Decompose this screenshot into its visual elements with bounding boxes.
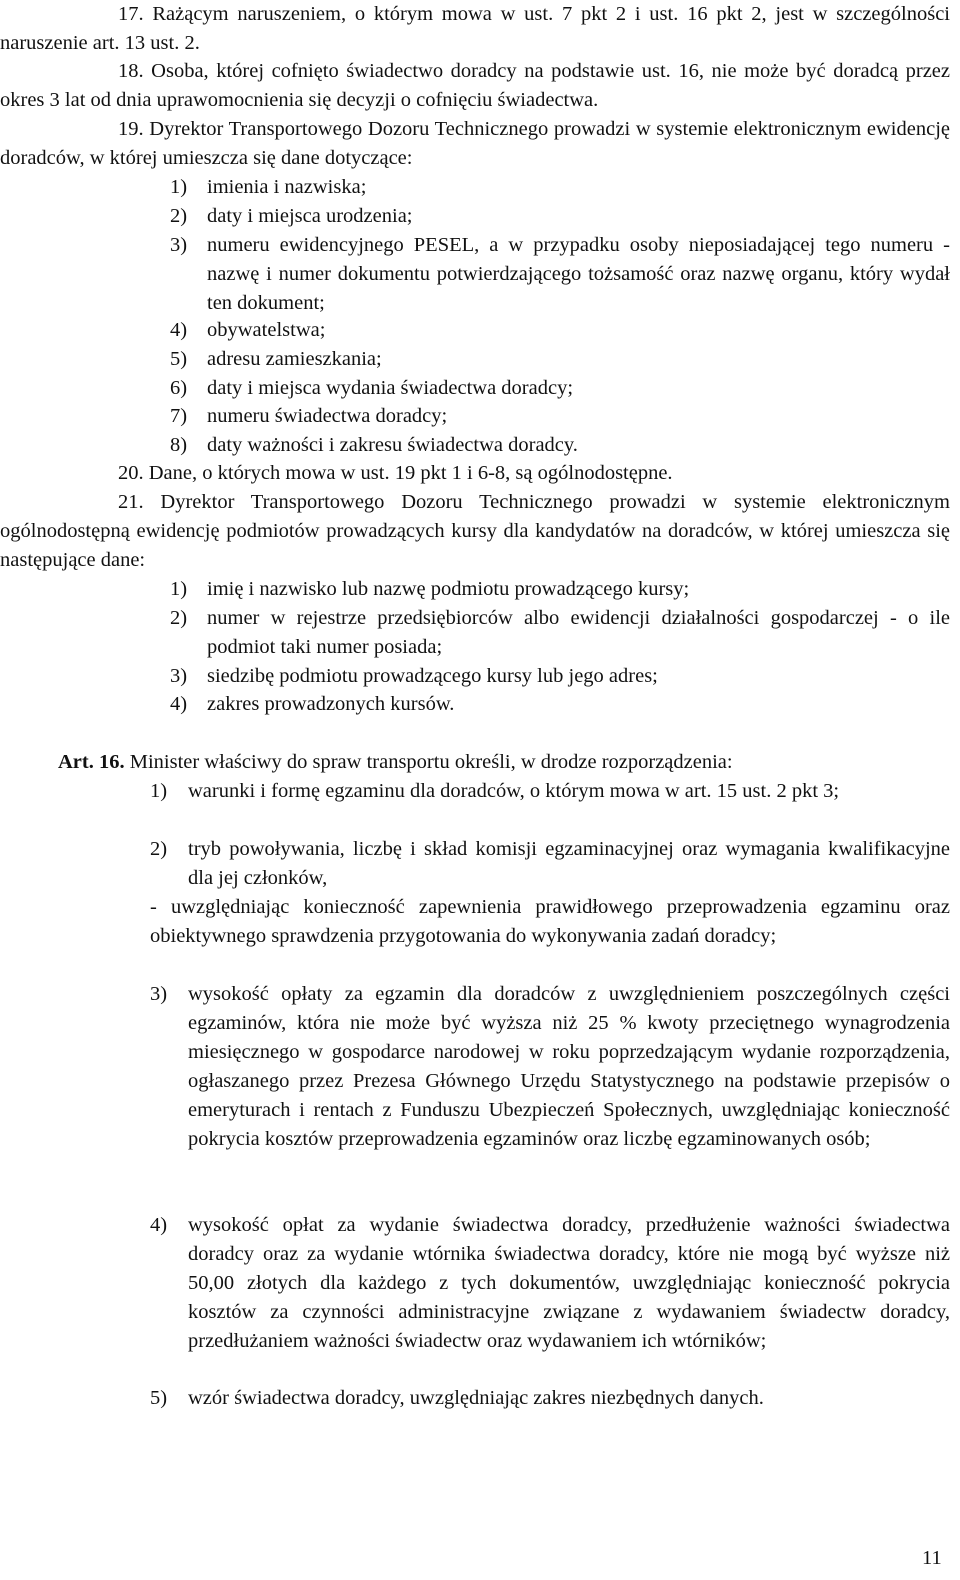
list-item-number: 3): [170, 234, 188, 256]
paragraph-19: 19. Dyrektor Transportowego Dozoru Technicznego prowadzi w systemie elektronicznym ewidencję doradców, w której umieszcza się dane dotyczące:: [0, 118, 950, 169]
list-item-text: numeru ewidencyjnego PESEL, a w przypadku osoby nieposiadającej tego numeru - nazwę i numer dokumentu potwierdzającego tożsamość oraz nazwę organu, który wydał ten dokument;: [207, 234, 950, 314]
list-item: [170, 690, 950, 719]
article-intro-text: Minister właściwy do spraw transportu określi, w drodze rozporządzenia:: [129, 751, 733, 773]
list-item-text: warunki i formę egzaminu dla doradców, o którym mowa w art. 15 ust. 2 pkt 3;: [188, 780, 840, 802]
list-item-text: daty i miejsca wydania świadectwa doradcy;: [207, 377, 574, 399]
list-item: [170, 575, 950, 604]
list-item: [170, 345, 950, 374]
paragraph-20: 20. Dane, o których mowa w ust. 19 pkt 1 i 6-8, są ogólnodostępne.: [118, 462, 673, 484]
list-item-text: zakres prowadzonych kursów.: [207, 693, 455, 715]
paragraph-18: 18. Osoba, której cofnięto świadectwo doradcy na podstawie ust. 16, nie może być doradcą przez okres 3 lat od dnia uprawomocnienia się decyzji o cofnięciu świadectwa.: [0, 60, 950, 111]
paragraph-21: 21. Dyrektor Transportowego Dozoru Technicznego prowadzi w systemie elektronicznym ogólnodostępną ewidencję podmiotów prowadzących kursy dla kandydatów na doradców, w której umieszcza się następujące dane:: [0, 491, 950, 571]
list-item-text: numer w rejestrze przedsiębiorców albo ewidencji działalności gospodarczej - o ile podmiot taki numer posiada;: [207, 607, 950, 658]
list-item-number: 2): [170, 607, 188, 629]
list-item-text: daty i miejsca urodzenia;: [207, 205, 413, 227]
dash-clause: - uwzględniając konieczność zapewnienia prawidłowego przeprowadzenia egzaminu oraz obiektywnego sprawdzenia przygotowania do wykonywania zadań doradcy;: [150, 896, 950, 947]
list-item-text: adresu zamieszkania;: [207, 348, 382, 370]
list-item: [170, 662, 950, 691]
list-item: [150, 1384, 950, 1413]
list-item: [170, 402, 950, 431]
list-item-text: imię i nazwisko lub nazwę podmiotu prowadzącego kursy;: [207, 578, 690, 600]
list-item: [170, 173, 950, 202]
list-item-number: 4): [150, 1214, 168, 1236]
list-item: [170, 202, 950, 231]
list-item-text: siedzibę podmiotu prowadzącego kursy lub jego adres;: [207, 665, 658, 687]
list-item: [150, 980, 950, 1154]
list-item-number: 8): [170, 434, 188, 456]
list-item-number: 4): [170, 319, 188, 341]
article-16-intro: [58, 748, 950, 777]
list-item-text: tryb powoływania, liczbę i skład komisji egzaminacyjnej oraz wymagania kwalifikacyjne dla jej członków,: [188, 838, 950, 889]
list-item-text: daty ważności i zakresu świadectwa doradcy.: [207, 434, 578, 456]
list-item-number: 3): [150, 983, 168, 1005]
list-item: [170, 231, 950, 318]
list-item-number: 5): [150, 1387, 168, 1409]
list-item-number: 5): [170, 348, 188, 370]
list-item-text: numeru świadectwa doradcy;: [207, 405, 448, 427]
list-item: [170, 431, 950, 460]
list-item-text: wysokość opłaty za egzamin dla doradców z uwzględnieniem poszczególnych części egzaminów, która nie może być wyższa niż 25 % kwoty przeciętnego wynagrodzenia miesięcznego w gospodarce narodowej w roku poprzedzającym wydanie rozporządzenia, ogłaszanego przez Prezesa Głównego Urzędu Statystycznego na podstawie przepisów o emeryturach i rentach z Funduszu Ubezpieczeń Społecznych, uwzględniając konieczność pokrycia kosztów przeprowadzenia egzaminów oraz liczbę egzaminowanych osób;: [188, 983, 950, 1150]
page-number: 11: [922, 1547, 942, 1569]
list-item-text: wysokość opłat za wydanie świadectwa doradcy, przedłużenie ważności świadectwa doradcy oraz za wydanie wtórnika świadectwa doradcy, które nie mogą być wyższe niż 50,00 złotych dla każdego z tych dokumentów, uwzględniając konieczność pokrycia kosztów za czynności administracyjne związane z wydawaniem świadectw doradcy, przedłużaniem ważności świadectw oraz wydawaniem ich wtórników;: [188, 1214, 950, 1352]
list-item-number: 2): [170, 205, 188, 227]
list-item-number: 1): [170, 578, 188, 600]
list-item-number: 6): [170, 377, 188, 399]
list-item-text: imienia i nazwiska;: [207, 176, 367, 198]
list-item-number: 7): [170, 405, 188, 427]
list-item-text: wzór świadectwa doradcy, uwzględniając zakres niezbędnych danych.: [188, 1387, 764, 1409]
list-item-number: 1): [170, 176, 188, 198]
list-item: [150, 777, 950, 806]
list-item-number: 3): [170, 665, 188, 687]
list-item: [150, 835, 950, 893]
paragraph-17: 17. Rażącym naruszeniem, o którym mowa w ust. 7 pkt 2 i ust. 16 pkt 2, jest w szczególności naruszenie art. 13 ust. 2.: [0, 3, 950, 54]
list-item-number: 4): [170, 693, 188, 715]
list-item: [170, 316, 950, 345]
list-item: [170, 374, 950, 403]
list-item: [170, 604, 950, 662]
list-item: [150, 1211, 950, 1356]
article-label: Art. 16.: [58, 751, 125, 773]
list-item-number: 1): [150, 780, 168, 802]
list-item-text: obywatelstwa;: [207, 319, 326, 341]
list-item-number: 2): [150, 838, 168, 860]
